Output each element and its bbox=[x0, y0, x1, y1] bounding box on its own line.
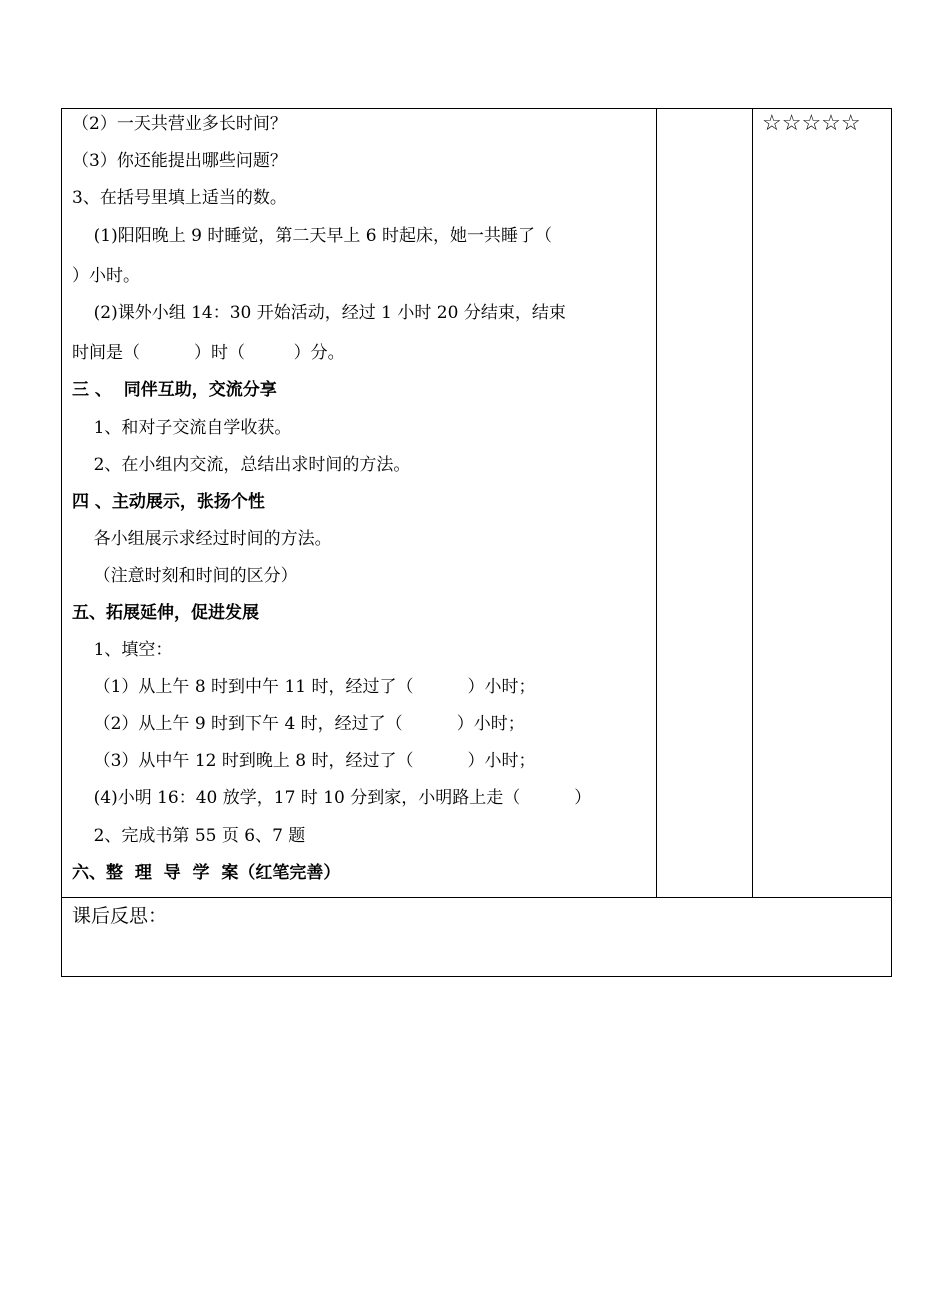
list-item: 2、完成书第 55 页 6、7 题 bbox=[72, 826, 306, 846]
section-heading: 五、拓展延伸，促进发展 bbox=[72, 603, 259, 623]
question-line: (4)小明 16：40 放学，17 时 10 分到家，小明路上走（ ） bbox=[72, 788, 592, 808]
question-line: 时间是（ ）时（ ）分。 bbox=[72, 343, 345, 363]
lesson-plan-table bbox=[61, 108, 892, 977]
instruction-line: 3、在括号里填上适当的数。 bbox=[72, 188, 287, 208]
section-heading: 四 、主动展示，张扬个性 bbox=[72, 492, 265, 512]
list-item: （注意时刻和时间的区分） bbox=[72, 566, 298, 586]
question-line: （1）从上午 8 时到中午 11 时，经过了（ ）小时； bbox=[72, 677, 536, 697]
question-line: (2)课外小组 14：30 开始活动，经过 1 小时 20 分结束，结束 bbox=[72, 303, 566, 323]
question-line: ）小时。 bbox=[72, 266, 140, 286]
question-line: （3）你还能提出哪些问题？ bbox=[72, 151, 287, 171]
question-line: （2）从上午 9 时到下午 4 时，经过了（ ）小时； bbox=[72, 714, 525, 734]
row-divider bbox=[62, 897, 891, 898]
section-heading: 六、整 理 导 学 案（红笔完善） bbox=[72, 863, 341, 883]
column-divider bbox=[752, 109, 753, 897]
question-line: (1)阳阳晚上 9 时睡觉，第二天早上 6 时起床，她一共睡了（ bbox=[72, 226, 552, 246]
reflection-label: 课后反思： bbox=[72, 905, 168, 927]
question-line: （3）从中午 12 时到晚上 8 时，经过了（ ）小时； bbox=[72, 751, 536, 771]
list-item: 1、和对子交流自学收获。 bbox=[72, 418, 292, 438]
list-item: 2、在小组内交流，总结出求时间的方法。 bbox=[72, 455, 411, 475]
column-divider bbox=[656, 109, 657, 897]
list-item: 1、填空： bbox=[72, 640, 173, 660]
question-line: （2）一天共营业多长时间？ bbox=[72, 114, 287, 134]
star-rating: ☆☆☆☆☆ bbox=[762, 111, 861, 136]
list-item: 各小组展示求经过时间的方法。 bbox=[72, 529, 332, 549]
section-heading: 三 、 同伴互助，交流分享 bbox=[72, 380, 277, 400]
